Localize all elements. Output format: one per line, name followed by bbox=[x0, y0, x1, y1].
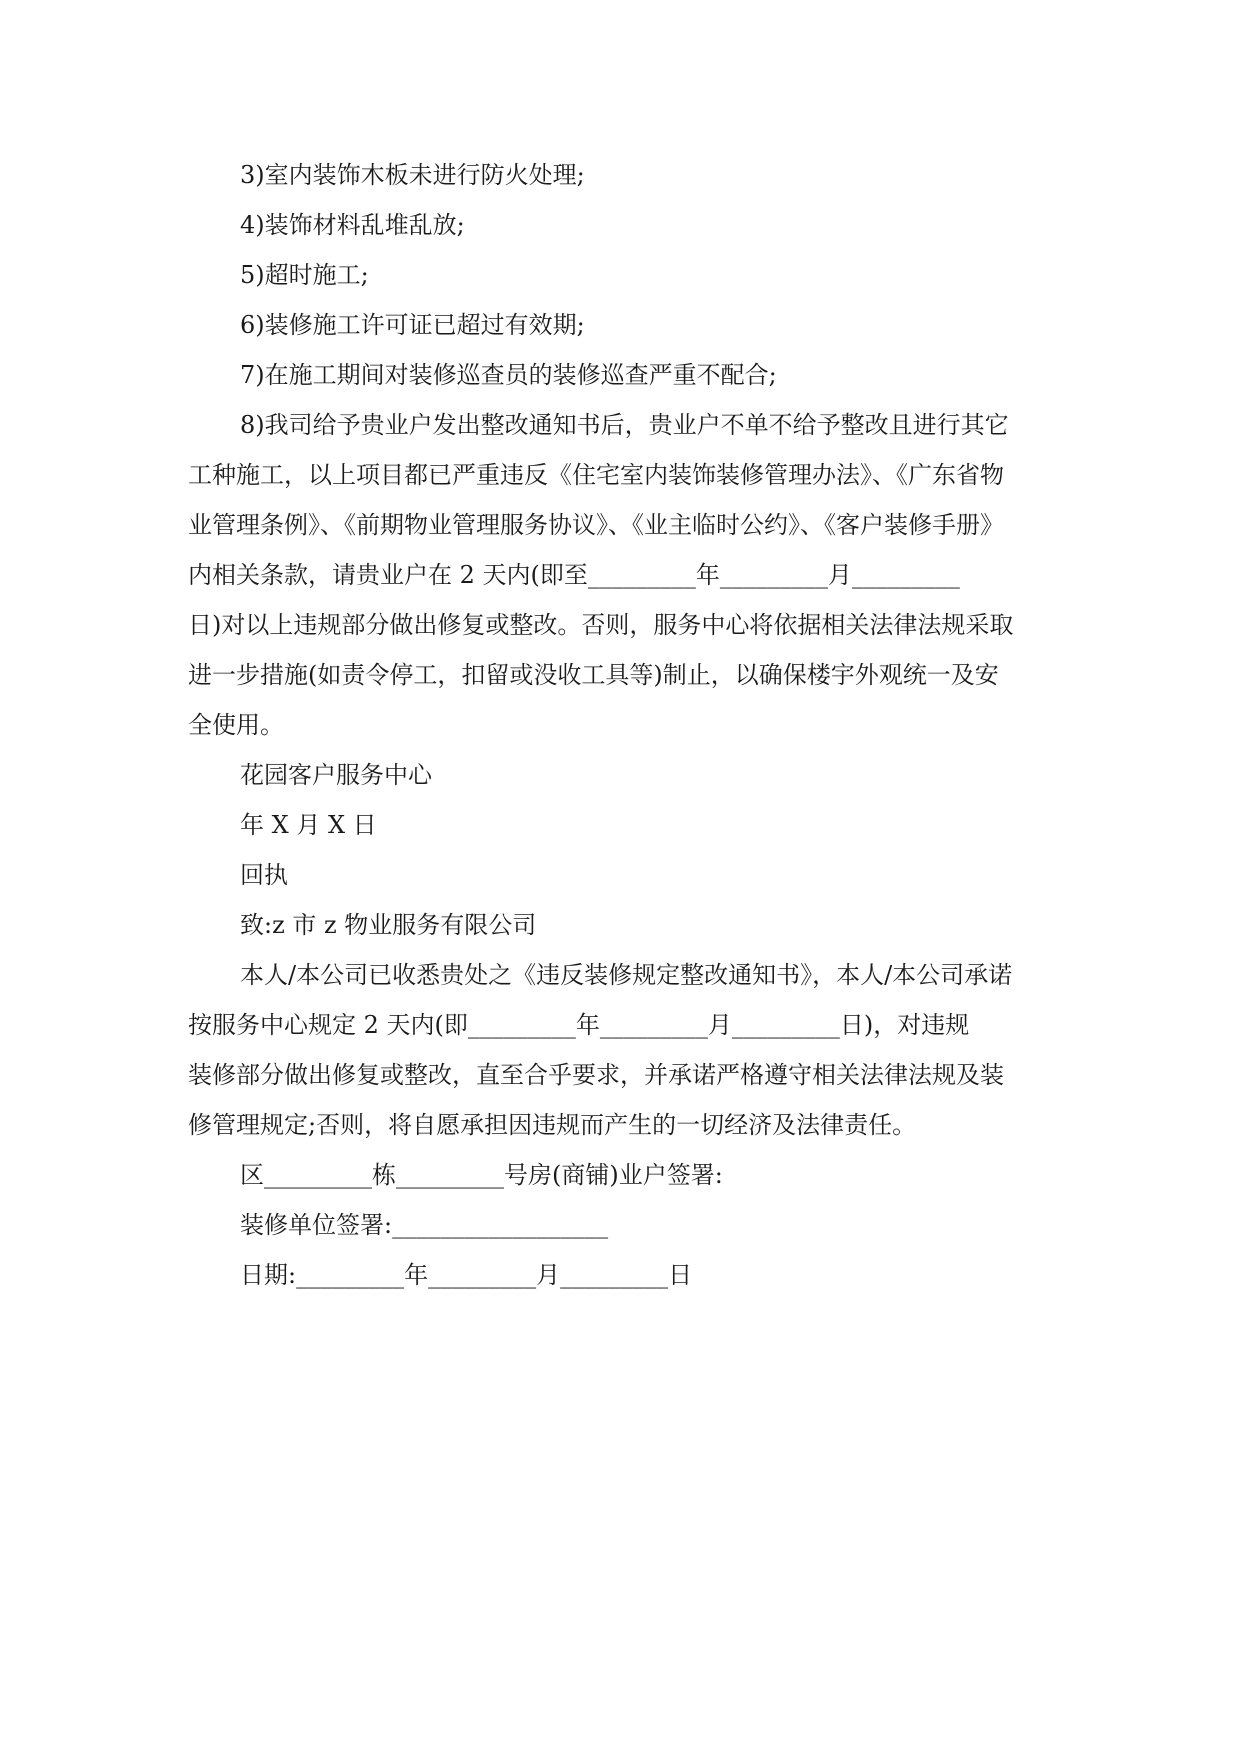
receipt-title: 回执 bbox=[240, 861, 288, 889]
receipt-recipient: 致:z 市 z 物业服务有限公司 bbox=[240, 911, 537, 939]
paragraph-line: 全使用。 bbox=[188, 711, 284, 739]
notice-date: 年 X 月 X 日 bbox=[240, 811, 377, 839]
paragraph-line: 本人/本公司已收悉贵处之《违反装修规定整改通知书》，本人/本公司承诺 bbox=[240, 961, 1013, 989]
item-8-paragraph bbox=[188, 400, 1056, 750]
paragraph-line: 装修部分做出修复或整改，直至合乎要求，并承诺严格遵守相关法律法规及装 bbox=[188, 1061, 1004, 1089]
item-6: 6)装修施工许可证已超过有效期; bbox=[240, 311, 585, 339]
signature-date-line: 日期:_________年_________月_________日 bbox=[240, 1261, 693, 1289]
service-center-name: 花园客户服务中心 bbox=[240, 761, 432, 789]
paragraph-line: 工种施工，以上项目都已严重违反《住宅室内装饰装修管理办法》、《广东省物 bbox=[188, 461, 1004, 489]
item-5: 5)超时施工; bbox=[240, 261, 369, 289]
item-4: 4)装饰材料乱堆乱放; bbox=[240, 211, 465, 239]
item-3: 3)室内装饰木板未进行防火处理; bbox=[240, 161, 585, 189]
paragraph-line: 日)对以上违规部分做出修复或整改。否则，服务中心将依据相关法律法规采取 bbox=[188, 611, 1014, 639]
paragraph-line: 修管理规定;否则，将自愿承担因违规而产生的一切经济及法律责任。 bbox=[188, 1111, 917, 1139]
paragraph-line: 按服务中心规定 2 天内(即_________年_________月_________日)，对违规 bbox=[188, 1011, 970, 1039]
contractor-signature-line: 装修单位签署:__________________ bbox=[240, 1211, 609, 1239]
document-page bbox=[188, 150, 1056, 1300]
item-7: 7)在施工期间对装修巡查员的装修巡查严重不配合; bbox=[240, 361, 777, 389]
paragraph-line: 业管理条例》、《前期物业管理服务协议》、《业主临时公约》、《客户装修手册》 bbox=[188, 511, 1004, 539]
paragraph-line: 进一步措施(如责令停工，扣留或没收工具等)制止，以确保楼宇外观统一及安 bbox=[188, 661, 999, 689]
paragraph-line: 8)我司给予贵业户发出整改通知书后，贵业户不单不给予整改且进行其它 bbox=[240, 411, 1009, 439]
paragraph-line: 内相关条款，请贵业户在 2 天内(即至_________年_________月_________ bbox=[188, 561, 960, 589]
receipt-body-paragraph bbox=[188, 950, 1056, 1150]
owner-signature-line: 区_________栋_________号房(商铺)业户签署: bbox=[240, 1161, 723, 1189]
